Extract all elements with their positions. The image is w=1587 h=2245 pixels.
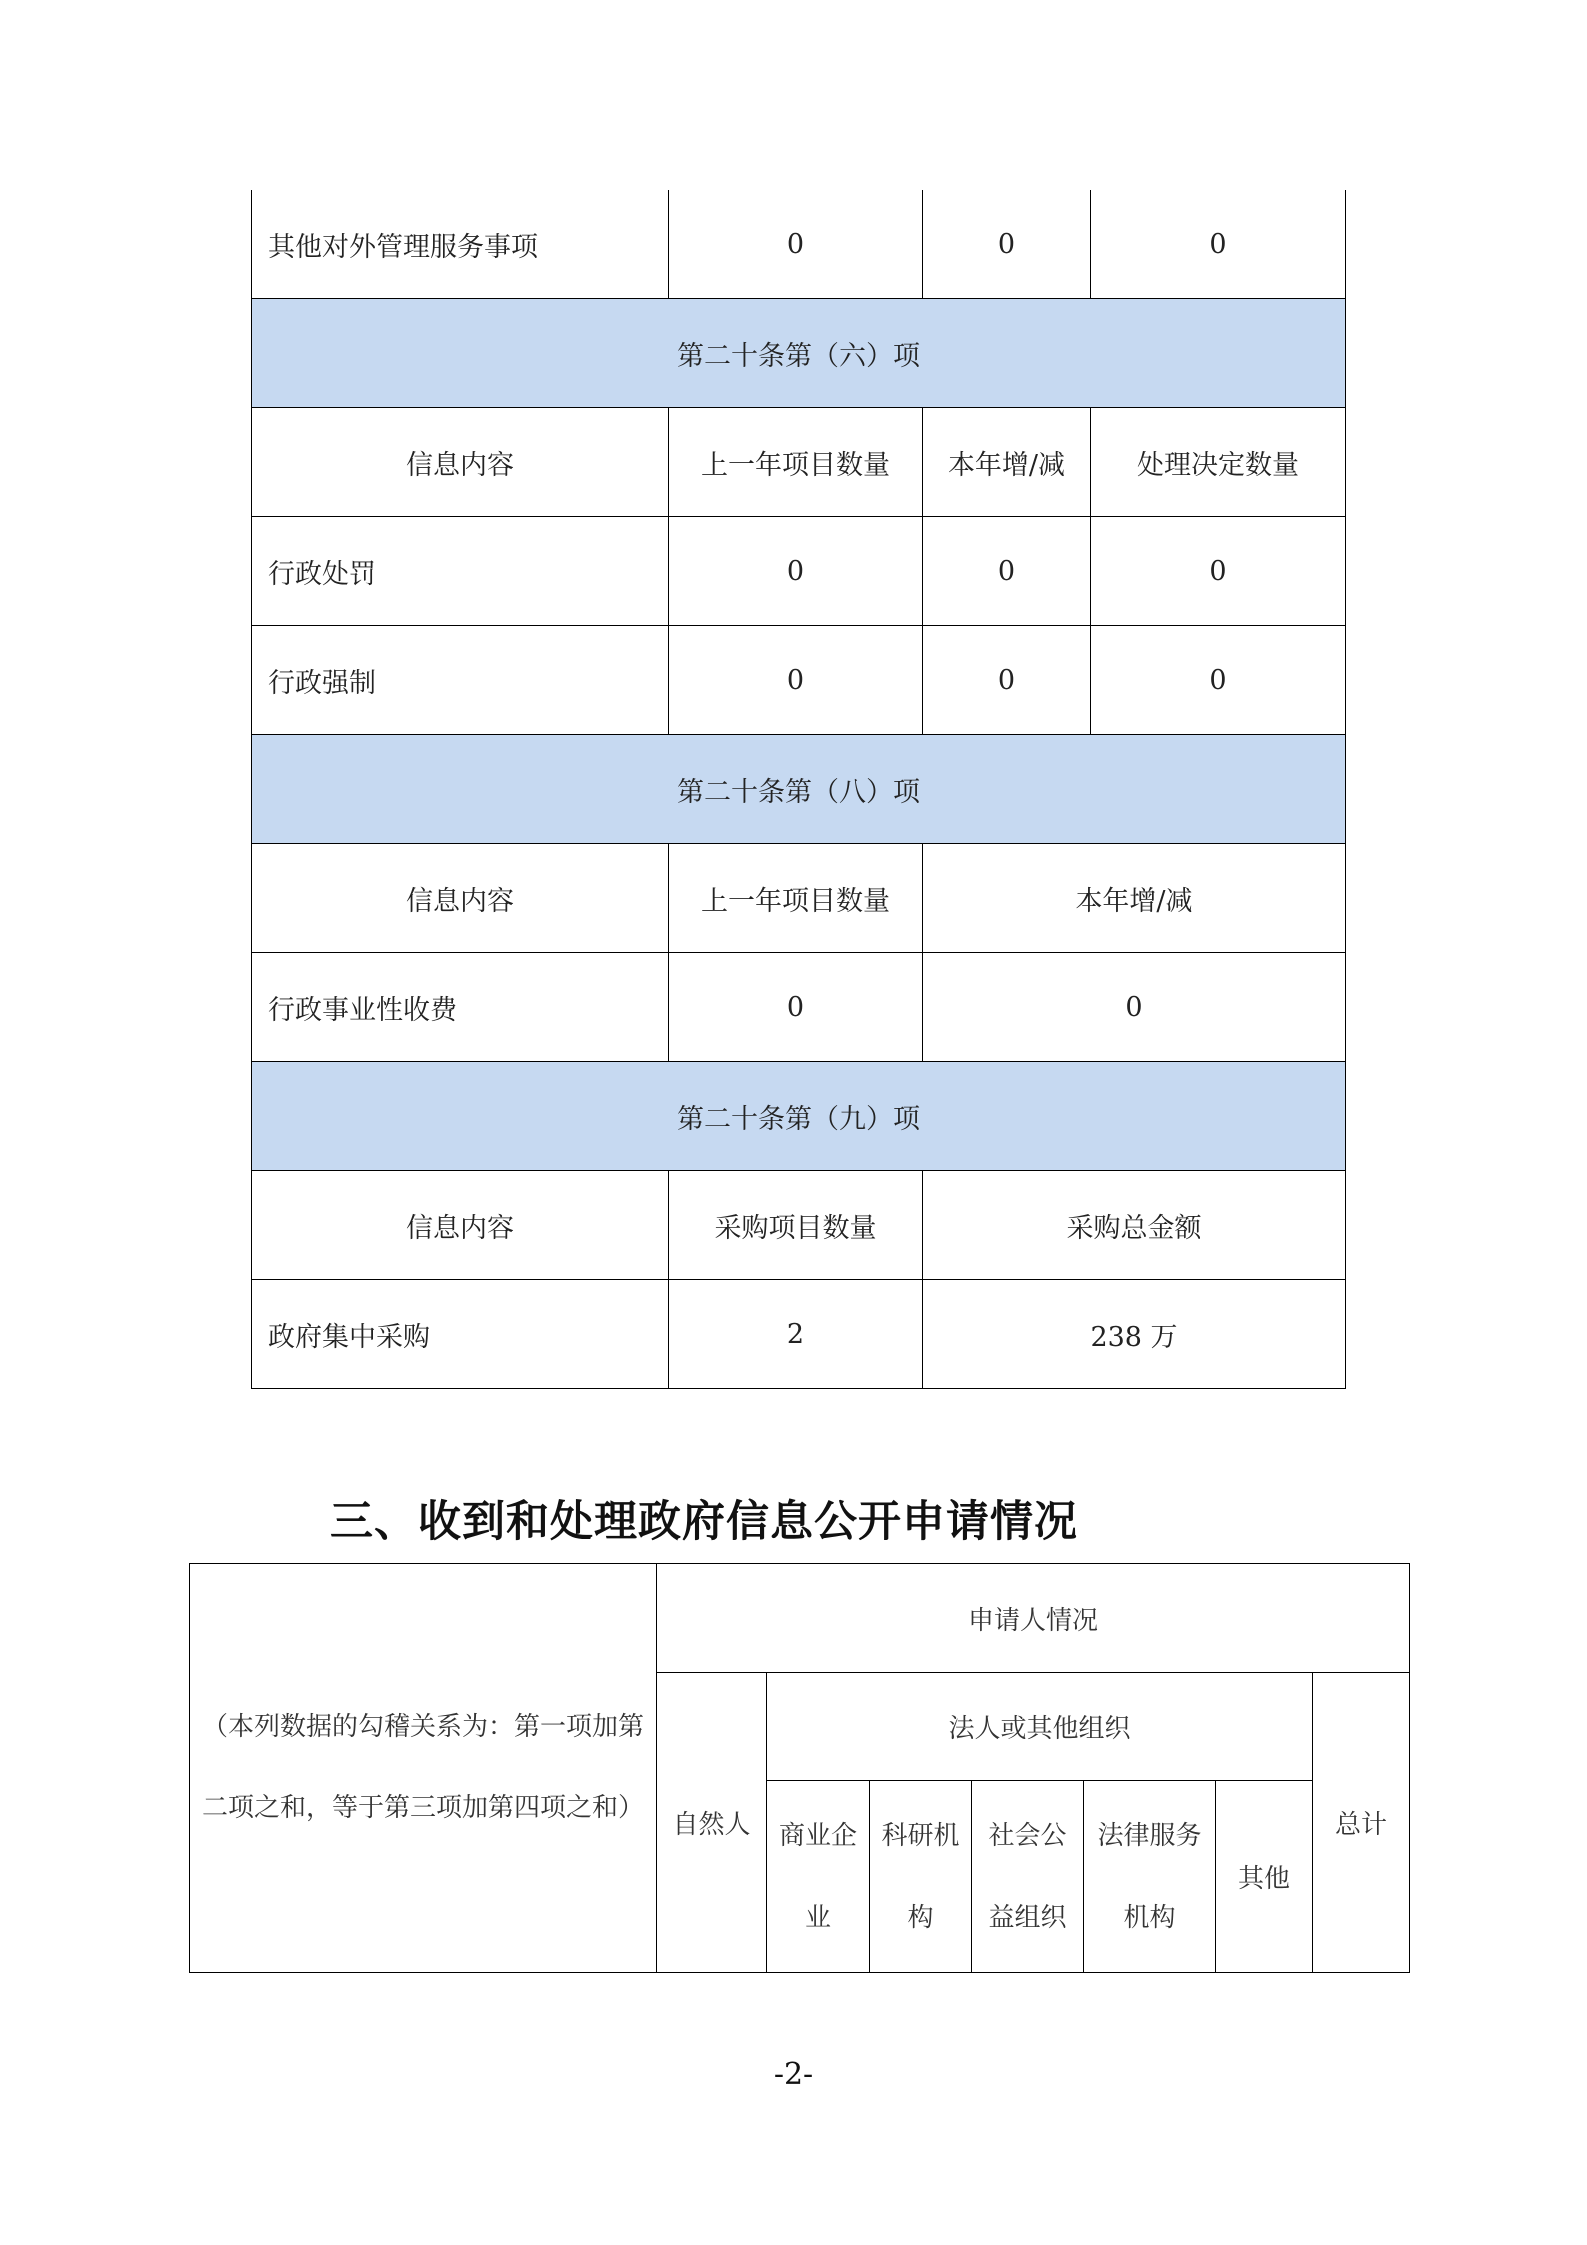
total-header: 总计 (1313, 1673, 1410, 1973)
cell-value: 0 (669, 517, 923, 626)
section-row (252, 1062, 1346, 1171)
table-row (252, 517, 1346, 626)
column-header: 上一年项目数量 (669, 408, 923, 517)
cell-value: 0 (669, 953, 923, 1062)
header-row (252, 1171, 1346, 1280)
cell-value: 0 (923, 190, 1091, 299)
header-row (252, 408, 1346, 517)
legal-service-header: 法律服务机构 (1084, 1781, 1216, 1973)
natural-person-header: 自然人 (657, 1673, 767, 1973)
column-header: 上一年项目数量 (669, 844, 923, 953)
section-title: 第二十条第（八）项 (252, 735, 1346, 844)
row-label: 政府集中采购 (252, 1280, 669, 1389)
table-row (252, 626, 1346, 735)
reconciliation-note: （本列数据的勾稽关系为：第一项加第二项之和，等于第三项加第四项之和） (190, 1564, 657, 1973)
column-header: 本年增/减 (923, 844, 1346, 953)
page-number: -2- (773, 2057, 814, 2092)
public-welfare-header: 社会公益组织 (972, 1781, 1084, 1973)
other-header: 其他 (1216, 1781, 1313, 1973)
section-heading: 三、收到和处理政府信息公开申请情况 (330, 1497, 1078, 1547)
column-header: 信息内容 (252, 408, 669, 517)
column-header: 本年增/减 (923, 408, 1091, 517)
cell-value: 2 (669, 1280, 923, 1389)
research-header: 科研机构 (870, 1781, 972, 1973)
cell-value: 0 (669, 190, 923, 299)
cell-value: 0 (1091, 517, 1346, 626)
section-title: 第二十条第（九）项 (252, 1062, 1346, 1171)
column-header: 处理决定数量 (1091, 408, 1346, 517)
matters-table (251, 190, 1346, 1389)
row-label: 行政事业性收费 (252, 953, 669, 1062)
header-row (252, 844, 1346, 953)
table-row (252, 190, 1346, 299)
cell-value: 0 (1091, 626, 1346, 735)
section-row (252, 735, 1346, 844)
row-label: 行政强制 (252, 626, 669, 735)
cell-value: 0 (923, 517, 1091, 626)
applications-table (189, 1563, 1410, 1973)
column-header: 信息内容 (252, 1171, 669, 1280)
table-row (252, 1280, 1346, 1389)
cell-value: 0 (923, 626, 1091, 735)
column-header: 采购总金额 (923, 1171, 1346, 1280)
table-row (190, 1564, 1410, 1673)
row-label: 其他对外管理服务事项 (252, 190, 669, 299)
column-header: 采购项目数量 (669, 1171, 923, 1280)
column-header: 信息内容 (252, 844, 669, 953)
section-row (252, 299, 1346, 408)
cell-value: 0 (669, 626, 923, 735)
cell-value: 0 (1091, 190, 1346, 299)
legal-org-header: 法人或其他组织 (767, 1673, 1313, 1781)
table-row (252, 953, 1346, 1062)
row-label: 行政处罚 (252, 517, 669, 626)
cell-value: 0 (923, 953, 1346, 1062)
cell-value: 238 万 (923, 1280, 1346, 1389)
commercial-header: 商业企业 (767, 1781, 870, 1973)
applicant-header: 申请人情况 (657, 1564, 1410, 1673)
section-title: 第二十条第（六）项 (252, 299, 1346, 408)
